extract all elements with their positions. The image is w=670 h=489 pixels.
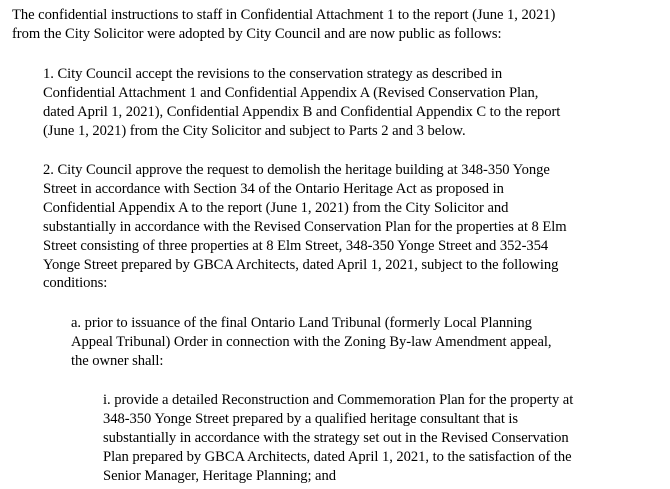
text-line: Confidential Attachment 1 and Confidential Appendix A (Revised Conservation Plan,	[43, 84, 539, 101]
text-line: Appeal Tribunal) Order in connection with the Zoning By-law Amendment appeal,	[71, 333, 552, 350]
text-line: Street consisting of three properties at 8 Elm Street, 348-350 Yonge Street and 352-354	[43, 237, 549, 254]
text-line: Senior Manager, Heritage Planning; and	[103, 467, 336, 484]
sub-item-i-paragraph	[103, 391, 573, 486]
text-line: Confidential Appendix A to the report (June 1, 2021) from the City Solicitor and	[43, 199, 509, 216]
sub-item-a-paragraph	[71, 314, 551, 371]
text-line: from the City Solicitor were adopted by City Council and are now public as follows:	[12, 25, 502, 42]
text-line: substantially in accordance with the strategy set out in the Revised Conservation	[103, 429, 569, 446]
text-line: dated April 1, 2021), Confidential Appendix B and Confidential Appendix C to the report	[43, 103, 561, 120]
text-line: a. prior to issuance of the final Ontario Land Tribunal (formerly Local Planning	[71, 315, 532, 331]
text-line: substantially in accordance with the Revised Conservation Plan for the properties at 8 Elm	[43, 218, 567, 235]
text-line: conditions:	[43, 275, 108, 292]
text-line: 1. City Council accept the revisions to the conservation strategy as described in	[43, 66, 503, 82]
item-2-paragraph	[43, 161, 567, 293]
text-line: Yonge Street prepared by GBCA Architects, dated April 1, 2021, subject to the following	[43, 256, 559, 273]
text-line: the owner shall:	[71, 352, 164, 369]
text-line: 348-350 Yonge Street prepared by a qualified heritage consultant that is	[103, 410, 519, 427]
intro-paragraph	[12, 6, 555, 44]
text-line: Street in accordance with Section 34 of the Ontario Heritage Act as proposed in	[43, 180, 504, 197]
text-line: Plan prepared by GBCA Architects, dated April 1, 2021, to the satisfaction of the	[103, 448, 572, 465]
text-line: i. provide a detailed Reconstruction and Commemoration Plan for the property at	[103, 392, 574, 408]
text-line: (June 1, 2021) from the City Solicitor and subject to Parts 2 and 3 below.	[43, 122, 466, 139]
item-1-paragraph	[43, 65, 560, 141]
text-line: 2. City Council approve the request to demolish the heritage building at 348-350 Yonge	[43, 162, 550, 178]
text-line: The confidential instructions to staff in Confidential Attachment 1 to the report (June 1, 2021)	[12, 7, 556, 23]
